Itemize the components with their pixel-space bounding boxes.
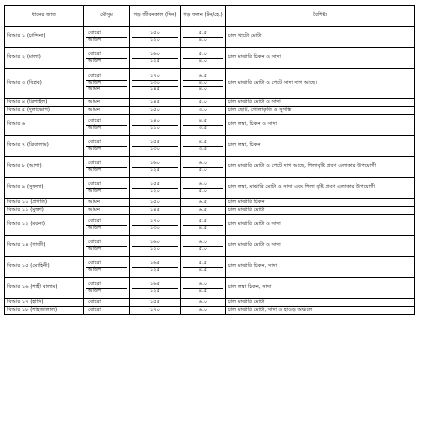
feature-cell: চাল ছোট, গোলাকৃতি ও সুগন্ধি xyxy=(226,107,415,115)
season-value: আউশ xyxy=(86,146,127,152)
variety-cell: বিআর ৮ (আশা) xyxy=(5,157,84,178)
duration-value: ১৫৫ xyxy=(149,181,161,188)
table-row xyxy=(5,307,415,315)
season-cell xyxy=(84,307,130,315)
duration-value: ১৬০ xyxy=(149,51,161,58)
yield-value: ৬.০ xyxy=(198,281,208,288)
yield-cell xyxy=(181,69,226,99)
yield-value: ৪.৫ xyxy=(198,118,208,125)
season-value: বোরো xyxy=(88,139,101,146)
yield-cell xyxy=(181,207,226,215)
season-cell xyxy=(84,178,130,199)
season-cell xyxy=(84,278,130,299)
yield-cell xyxy=(181,199,226,207)
season-value: বোরো xyxy=(88,160,101,167)
duration-value: ১৩০ xyxy=(132,146,178,152)
season-cell xyxy=(84,27,130,48)
yield-value: ৪.৫ xyxy=(183,288,223,294)
header-variety: ধানের জাত xyxy=(5,6,84,27)
yield-value: ৪.০ xyxy=(183,58,223,64)
season-value: বোরো xyxy=(88,30,101,37)
duration-value: ১৬০ xyxy=(149,239,161,246)
feature-cell: চাল মাঝারি মোটা ও সাদা xyxy=(226,236,415,257)
season-cell xyxy=(84,115,130,136)
yield-cell xyxy=(181,27,226,48)
variety-cell: বিআর ১১ (মুক্তা) xyxy=(5,207,84,215)
yield-value: ৫.০ xyxy=(198,98,208,105)
yield-cell xyxy=(181,178,226,199)
duration-cell xyxy=(130,257,181,278)
variety-cell: বিআর ২ (মালা) xyxy=(5,48,84,69)
yield-value: ৪.৫ xyxy=(183,225,223,231)
duration-cell xyxy=(130,199,181,207)
season-cell xyxy=(84,257,130,278)
table-body xyxy=(5,27,415,315)
yield-cell xyxy=(181,278,226,299)
season-value: বোরো xyxy=(88,73,101,80)
feature-cell: চাল লম্বা, মাঝারি মোটা ও সাদা এবং শিলা বৃষ্টি প্রবণ এলাকার উপযোগী xyxy=(226,178,415,199)
duration-cell xyxy=(130,107,181,115)
duration-cell xyxy=(130,307,181,315)
duration-value: ১২০ xyxy=(132,188,178,194)
header-duration: গড় জীবনকাল (দিন) xyxy=(130,6,181,27)
variety-cell: বিআর ৯ (সুফলা) xyxy=(5,178,84,199)
table-row xyxy=(5,215,415,236)
duration-cell xyxy=(130,299,181,307)
variety-cell: বিআর ১৫ (মোহিনী) xyxy=(5,257,84,278)
yield-value: ৪.০ xyxy=(183,80,223,86)
yield-cell xyxy=(181,107,226,115)
duration-value: ১৭০ xyxy=(149,306,161,313)
duration-value: ১৭০ xyxy=(149,218,161,225)
season-value: আমন xyxy=(88,106,101,113)
season-value: আউশ xyxy=(86,37,127,43)
duration-value: ১৪৫ xyxy=(149,98,161,105)
season-value: আউশ xyxy=(86,167,127,173)
feature-cell: চাল মাঝারি মোটা ও পেটে দাগ আছে, শিলাবৃষ্টি প্রবণ এলাকার উপযোগী xyxy=(226,157,415,178)
feature-cell: চাল মাঝারি চিকন ও সাদা xyxy=(226,48,415,69)
yield-cell xyxy=(181,136,226,157)
variety-cell: বিআর ১ (চান্দিনা) xyxy=(5,27,84,48)
yield-cell xyxy=(181,257,226,278)
season-value: বোরো xyxy=(88,181,101,188)
yield-cell xyxy=(181,215,226,236)
feature-cell: চাল মাঝারি মোটা ও পেটে সাদা দাগ আছে। xyxy=(226,69,415,99)
table-row xyxy=(5,48,415,69)
feature-cell: চাল খাটো মোটা xyxy=(226,27,415,48)
yield-value: ৬.০ xyxy=(198,239,208,246)
variety-cell: বিআর ৬ xyxy=(5,115,84,136)
duration-cell xyxy=(130,48,181,69)
variety-cell: বিআর ৫ (দুলাভোগ) xyxy=(5,107,84,115)
variety-cell: বিআর ১০ (প্রগতি) xyxy=(5,199,84,207)
season-value: আউশ xyxy=(86,58,127,64)
season-cell xyxy=(84,69,130,99)
yield-value: ৬.৫ xyxy=(198,73,208,80)
duration-value: ১৪৫ xyxy=(132,86,178,92)
duration-value: ১৫৫ xyxy=(149,139,161,146)
feature-cell: চাল লম্বা, চিকন xyxy=(226,136,415,157)
yield-cell xyxy=(181,299,226,307)
duration-cell xyxy=(130,136,181,157)
yield-cell xyxy=(181,236,226,257)
feature-cell: চাল মাঝারি মোটা, সাদা ও হাওড় অঞ্চলে xyxy=(226,307,415,315)
season-value: আউশ xyxy=(86,188,127,194)
yield-value: ৩.৫ xyxy=(183,146,223,152)
duration-cell xyxy=(130,236,181,257)
duration-value: ১৩০ xyxy=(132,80,178,86)
duration-value: ১৩০ xyxy=(132,225,178,231)
table-row xyxy=(5,178,415,199)
yield-cell xyxy=(181,99,226,107)
feature-cell: চাল মাঝারি চিকন, সাদা xyxy=(226,257,415,278)
yield-value: ৫.৫ xyxy=(198,30,208,37)
yield-value: ৫.৫ xyxy=(198,218,208,225)
season-value: আউশ xyxy=(86,125,127,131)
yield-cell xyxy=(181,157,226,178)
duration-cell xyxy=(130,215,181,236)
table-row xyxy=(5,236,415,257)
season-cell xyxy=(84,207,130,215)
yield-value: ৫.০ xyxy=(183,167,223,173)
duration-value: ১২৫ xyxy=(132,288,178,294)
yield-value: ৩.৫ xyxy=(183,125,223,131)
table-row xyxy=(5,115,415,136)
duration-value: ১৪০ xyxy=(149,118,161,125)
variety-cell: বিআর ৩ (বিপ্লব) xyxy=(5,69,84,99)
yield-value: ৬.০ xyxy=(198,298,208,305)
feature-cell: চাল মাঝারি মোটা ও সাদা xyxy=(226,215,415,236)
duration-value: ১২০ xyxy=(132,246,178,252)
yield-value: ৪.৫ xyxy=(183,267,223,273)
season-value: আউশ xyxy=(86,246,127,252)
yield-value: ৬.০ xyxy=(198,306,208,313)
table-row xyxy=(5,69,415,99)
season-value: বোরো xyxy=(88,281,101,288)
season-value: আউশ xyxy=(86,80,127,86)
yield-value: ৬.৫ xyxy=(198,198,208,205)
variety-cell: বিআর ১৮ (শাহজালাল) xyxy=(5,307,84,315)
table-row xyxy=(5,299,415,307)
table-row xyxy=(5,136,415,157)
yield-value: ৫.৫ xyxy=(198,260,208,267)
table-row xyxy=(5,157,415,178)
season-cell xyxy=(84,236,130,257)
duration-value: ১৬০ xyxy=(149,160,161,167)
season-value: আউশ xyxy=(86,288,127,294)
feature-cell: চাল মাঝারি মোটা ও সাদা xyxy=(226,99,415,107)
season-value: আমন xyxy=(86,86,127,92)
yield-value: ৩.০ xyxy=(198,106,208,113)
season-cell xyxy=(84,215,130,236)
variety-cell: বিআর ১২ (ময়না) xyxy=(5,215,84,236)
feature-cell: চাল লম্বা চিকন, সাদা xyxy=(226,278,415,299)
variety-cell: বিআর ৪ (ব্রিশাইল) xyxy=(5,99,84,107)
season-value: বোরো xyxy=(88,218,101,225)
feature-cell: চাল লম্বা, চিকন ও সাদা xyxy=(226,115,415,136)
season-value: আমন xyxy=(88,198,101,205)
feature-cell: চাল মাঝারি চিকন xyxy=(226,199,415,207)
feature-cell: চাল মাঝারি মোটা xyxy=(226,299,415,307)
header-row xyxy=(5,6,415,27)
duration-cell xyxy=(130,115,181,136)
duration-value: ১৭০ xyxy=(149,73,161,80)
duration-cell xyxy=(130,207,181,215)
duration-cell xyxy=(130,99,181,107)
yield-value: ৫.০ xyxy=(183,188,223,194)
duration-value: ১২৫ xyxy=(132,267,178,273)
season-cell xyxy=(84,99,130,107)
table-row xyxy=(5,27,415,48)
season-value: আমন xyxy=(88,206,101,213)
season-value: আউশ xyxy=(86,225,127,231)
season-cell xyxy=(84,199,130,207)
season-value: বোরো xyxy=(88,260,101,267)
header-yield: গড় ফলন (টন/হে.) xyxy=(181,6,226,27)
season-value: বোরো xyxy=(88,118,101,125)
duration-cell xyxy=(130,27,181,48)
duration-cell xyxy=(130,278,181,299)
duration-value: ১৫৫ xyxy=(149,298,161,305)
duration-value: ১২০ xyxy=(132,37,178,43)
yield-cell xyxy=(181,48,226,69)
duration-value: ১৪৫ xyxy=(149,206,161,213)
yield-value: ৪.০ xyxy=(183,37,223,43)
yield-value: ৫.০ xyxy=(198,51,208,58)
table-row xyxy=(5,199,415,207)
yield-value: ৬.০ xyxy=(198,181,208,188)
variety-cell: বিআর ১৪ (গাজী) xyxy=(5,236,84,257)
yield-value: ৬.০ xyxy=(198,160,208,167)
variety-cell: বিআর ১৬ (শাহী বালাম) xyxy=(5,278,84,299)
duration-value: ১৫০ xyxy=(149,30,161,37)
header-feature: বৈশিষ্ট্য xyxy=(226,6,415,27)
duration-cell xyxy=(130,69,181,99)
season-cell xyxy=(84,107,130,115)
duration-value: ১১০ xyxy=(132,125,178,131)
duration-cell xyxy=(130,157,181,178)
season-value: আউশ xyxy=(86,267,127,273)
table-row xyxy=(5,99,415,107)
season-cell xyxy=(84,157,130,178)
duration-value: ১৫০ xyxy=(149,198,161,205)
season-value: বোরো xyxy=(88,239,101,246)
variety-cell: বিআর ৭ (ব্রিবালাম) xyxy=(5,136,84,157)
season-cell xyxy=(84,48,130,69)
duration-value: ১২৫ xyxy=(132,58,178,64)
rice-variety-table xyxy=(4,5,415,315)
table-row xyxy=(5,278,415,299)
season-value: বোরো xyxy=(88,298,101,305)
variety-cell: বিআর ১৭ (হাসি) xyxy=(5,299,84,307)
table-row xyxy=(5,107,415,115)
header-season: মৌসুম xyxy=(84,6,130,27)
yield-cell xyxy=(181,307,226,315)
duration-cell xyxy=(130,178,181,199)
yield-value: ৬.৫ xyxy=(198,206,208,213)
yield-cell xyxy=(181,115,226,136)
duration-value: ১৬৫ xyxy=(149,281,161,288)
table-row xyxy=(5,257,415,278)
season-value: বোরো xyxy=(88,51,101,58)
table-row xyxy=(5,207,415,215)
feature-cell: চাল মাঝারি মোটা xyxy=(226,207,415,215)
season-cell xyxy=(84,136,130,157)
season-cell xyxy=(84,299,130,307)
duration-value: ১৬৫ xyxy=(149,260,161,267)
yield-value: ৪.০ xyxy=(183,86,223,92)
yield-value: ৪.৫ xyxy=(198,139,208,146)
season-value: আমন xyxy=(88,98,101,105)
season-value: বোরো xyxy=(88,306,101,313)
duration-value: ১৫০ xyxy=(149,106,161,113)
yield-value: ৫.০ xyxy=(183,246,223,252)
duration-value: ১২৫ xyxy=(132,167,178,173)
